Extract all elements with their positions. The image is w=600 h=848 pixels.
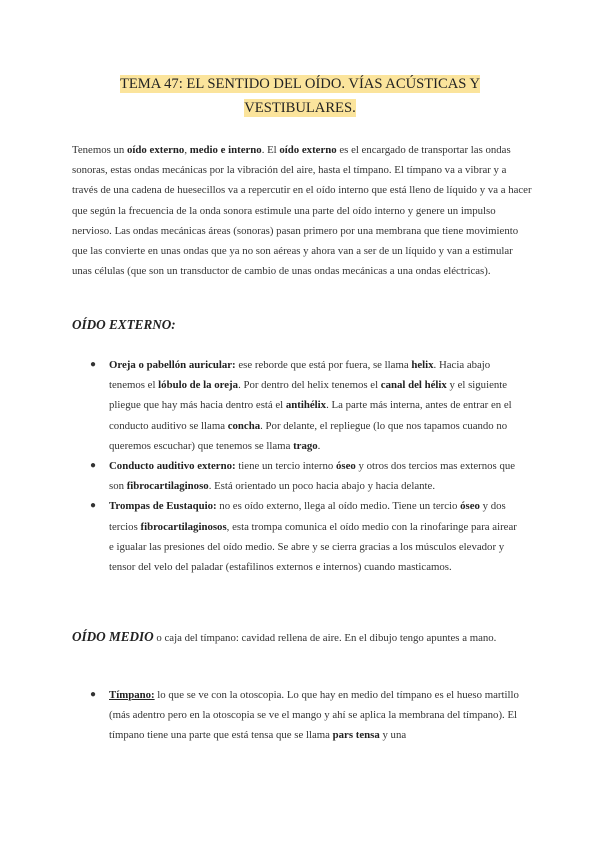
item-bold: canal del hélix [380,379,447,392]
item-text: . Hacia abajo tenemos el [109,359,491,392]
title-line-2: VESTIBULARES. [244,100,356,116]
intro-text: Tenemos un [72,144,128,156]
item-bold: Oreja o pabellón auricular: [109,359,236,371]
list-item-eustachian [0,496,524,577]
item-bold: trago [293,439,318,452]
item-text: . La parte más interna, antes de entrar en el conducto auditivo se llama [109,399,512,432]
item-text: y el siguiente pliegue que hay más hacia dentro está el [109,379,508,412]
item-bold: lóbulo de la oreja [158,379,239,392]
bullet-icon: ● [90,460,97,472]
item-text: no es oído externo, llega al oído medio. Tiene un tercio [216,500,461,513]
bullet-icon: ● [90,689,97,700]
middle-list [0,685,600,746]
item-bold: pars tensa [332,729,380,742]
item-bold: óseo [460,500,480,513]
item-bold: Conducto auditivo externo: [109,460,236,473]
item-text: y otros dos tercios mas externos que son [109,460,516,493]
section-heading-middle: OÍDO MEDIO [72,629,154,644]
item-bold: concha [227,419,261,432]
intro-bold: oído externo [279,144,337,156]
item-underlined: Tímpano: [109,689,155,701]
item-text: . Por dentro del helix tenemos el [238,379,381,392]
item-bold: Trompas de Eustaquio: [109,500,217,513]
external-list [0,355,600,577]
list-item-ear-canal [0,456,524,496]
item-bold: óseo [336,460,356,473]
item-bold: fibrocartilaginoso [126,480,209,493]
intro-text: . El [261,144,280,156]
item-text: . [317,439,321,452]
bullet-icon: ● [90,500,97,512]
item-text: y una [379,729,407,742]
item-text: . Por delante, el repliegue (lo que nos tapamos cuando no queremos escuchar) que tenemos se llama [109,419,508,452]
item-bold: helix [411,359,434,371]
item-text: lo que se ve con la otoscopia. Lo que hay en medio del tímpano es el hueso martillo (más adentro pero en la otoscopia se ve el mango y ahí se aplica la membrana del tímpano). El tímpano tiene una parte que está tensa que se llama [109,689,519,742]
list-item-tympanum [0,685,524,746]
title-line-1: TEMA 47: EL SENTIDO DEL OÍDO. VÍAS ACÚSTICAS Y [119,76,481,92]
item-text: , esta trompa comunica el oído medio con la rinofaringe para airear e igualar las presiones del oído medio. Se abre y se cierra gracias a los músculos elevador y tensor del velo del paladar (estafilinos externos e internos) cuando masticamos. [109,520,517,574]
intro-bold: medio e interno [189,144,262,156]
item-bold [109,689,155,701]
intro-text: , [184,144,190,156]
middle-intro-text: o caja del tímpano: cavidad rellena de aire. En el dibujo tengo apuntes a mano. [153,632,497,644]
item-bold: antihélix [285,399,327,412]
bullet-icon: ● [90,359,97,370]
page-title [60,72,540,120]
intro-paragraph [72,140,534,281]
section-heading-external: OÍDO EXTERNO: [72,317,176,332]
item-text: . Está orientado un poco hacia abajo y hacia delante. [208,480,436,493]
item-text: y dos tercios [109,500,506,533]
middle-ear-intro [72,627,534,648]
intro-bold: oído externo [127,144,185,156]
item-text: tiene un tercio interno [235,460,337,473]
list-item-pinna [0,355,524,456]
item-bold: fibrocartilaginosos [140,520,227,533]
item-text: ese reborde que está por fuera, se llama [235,359,412,371]
intro-text: es el encargado de transportar las ondas sonoras, estas ondas mecánicas por la vibración del aire, hasta el tímpano. El tímpano va a vibrar y a través de una cadena de huesecillos va a repercutir en el oído interno que está lleno de líquido y va a hacer que según la frecuencia de la onda sonora estimule una parte del oído interno y genere un impulso nervioso. Las ondas mecánicas áreas (sonoras) pasan primero por una membrana que tiene movimiento que las convierte en unas ondas que ya no son aéreas y ahora van a ser de un líquido y van a estimular unas células (que son un transductor de cambio de unas ondas mecánicas a una ondas eléctricas). [72,144,532,278]
